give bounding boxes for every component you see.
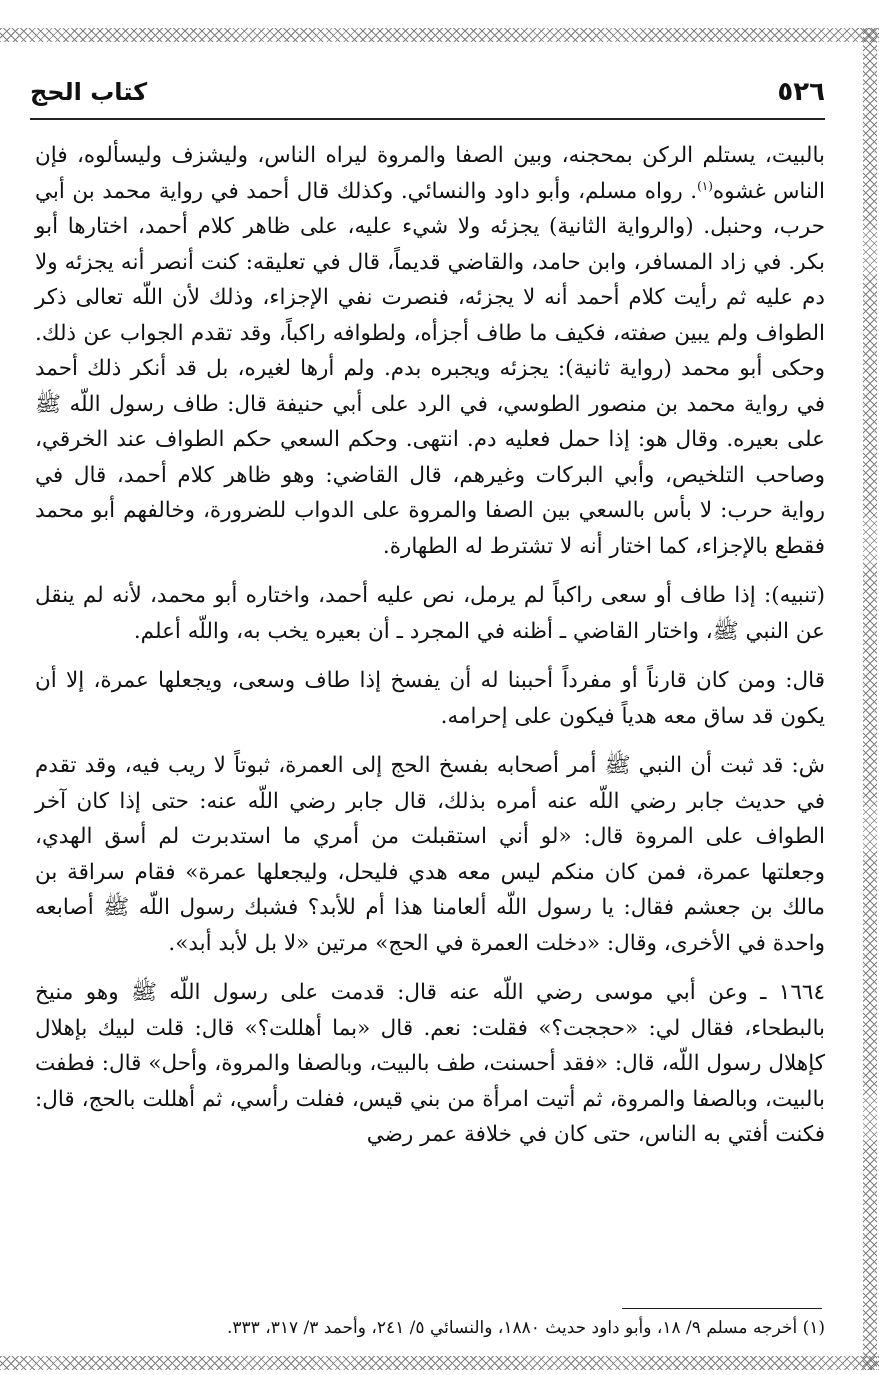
decorative-border-top: [0, 28, 879, 42]
main-text: [35, 138, 825, 1153]
paragraph-1: [35, 138, 825, 564]
page-number: ٥٢٦: [777, 77, 825, 107]
paragraph-matn: قال: ومن كان قارناً أو مفرداً أحببنا له أن يفسخ إذا طاف وسعى، ويجعلها عمرة، إلا أن يكون قد ساق معه هدياً فيكون على إحرامه.: [35, 668, 825, 729]
decorative-border-right: [863, 28, 877, 1370]
paragraph-tanbih: (تنبيه): إذا طاف أو سعى راكباً لم يرمل، نص عليه أحمد، واختاره أبو محمد، لأنه لم ينقل عن النبي ﷺ، واختار القاضي ـ أظنه في المجرد ـ أن بعيره يخب به، واللّه أعلم.: [35, 583, 825, 644]
paragraph-1-part-a: بالبيت، يستلم الركن بمحجنه، وبين الصفا والمروة ليراه الناس، وليشزف وليسألوه، فإن الناس غشوه: [35, 143, 825, 204]
paragraph-hadith-1664: ١٦٦٤ ـ وعن أبي موسى رضي اللّه عنه قال: قدمت على رسول اللّه ﷺ وهو منيخ بالبطحاء، فقال لي: «حججت؟» فقلت: نعم. قال «بما أهللت؟» قال: قلت لبيك بإهلال كإهلال رسول اللّه، قال: «فقد أحسنت، طف بالبيت، وبالصفا والمروة، وأحل» قال: فطفت بالبيت، وبالصفا والمروة، ثم أتيت امرأة من بني قيس، ففلت رأسي، ثم أهللت بالحج، قال: فكنت أفتي به الناس، حتى كان في خلافة عمر رضي: [35, 980, 825, 1147]
decorative-border-bottom: [0, 1356, 879, 1370]
footnote-marker: (١): [697, 178, 713, 193]
page-header: [30, 72, 825, 112]
header-divider: [30, 118, 825, 120]
footnote: (١) أخرجه مسلم ٩/ ١٨، وأبو داود حديث ١٨٨٠، والنسائي ٥/ ٢٤١، وأحمد ٣/ ٣١٧، ٣٣٣.: [226, 1318, 825, 1338]
book-title: كتاب الحج: [30, 78, 148, 106]
paragraph-1-part-b: . رواه مسلم، وأبو داود والنسائي. وكذلك قال أحمد في رواية محمد بن أبي حرب، وحنبل. (والرواية الثانية) يجزئه ولا شيء عليه، على ظاهر كلام أحمد، اختارها أبو بكر. في زاد المسافر، وابن حامد، والقاضي قديماً، قال في تعليقه: كنت أنصر أنه يجزئه ولا دم عليه ثم رأيت كلام أحمد أنه لا يجزئه، فنصرت نفي الإجزاء، وذلك لأن اللّه تعالى ذكر الطواف ولم يبين صفته، فكيف ما طاف أجزأه، ولطوافه راكباً، وقد تقدم الجواب عن ذلك. وحكى أبو محمد (رواية ثانية): يجزئه ويجبره بدم. ولم أرها لغيره، بل قد أنكر ذلك أحمد في رواية محمد بن منصور الطوسي، في الرد على أبي حنيفة قال: طاف رسول اللّه ﷺ على بعيره. وقال هو: إذا حمل فعليه دم. انتهى. وحكم السعي حكم الطواف عند الخرقي، وصاحب التلخيص، وأبي البركات وغيرهم، قال القاضي: وهو ظاهر كلام أحمد، قال في رواية حرب: لا بأس بالسعي بين الصفا والمروة على الدواب للضرورة، وخالفهم أبو محمد فقطع بالإجزاء، كما اختار أنه لا تشترط له الطهارة.: [35, 178, 825, 559]
paragraph-sharh: ش: قد ثبت أن النبي ﷺ أمر أصحابه بفسخ الحج إلى العمرة، ثبوتاً لا ريب فيه، وقد تقدم في حديث جابر رضي اللّه عنه أمره بذلك، قال جابر رضي اللّه عنه: حتى إذا كان آخر الطواف على المروة قال: «لو أني استقبلت من أمري ما استدبرت لم أسق الهدي، وجعلتها عمرة، فمن كان منكم ليس معه هدي فليحل، وليجعلها عمرة» فقام سراقة بن مالك بن جعشم فقال: يا رسول اللّه ألعامنا هذا أم للأبد؟ فشبك رسول اللّه ﷺ أصابعه واحدة في الأخرى، وقال: «دخلت العمرة في الحج» مرتين «لا بل لأبد أبد».: [35, 753, 825, 956]
footnote-divider: [622, 1308, 822, 1309]
